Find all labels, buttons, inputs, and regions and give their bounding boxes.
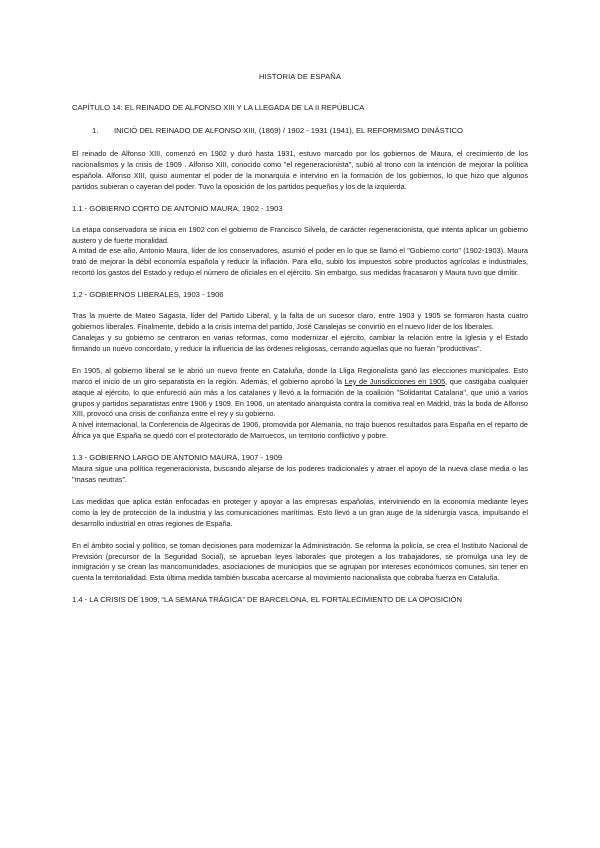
paragraph: A nivel internacional, la Conferencia de Algeciras de 1906, promovida por Alemania, no trajo buenos resultados para España en el reparto de África ya que España se quedó con el protectorado de Marruecos, un territorio conflictivo y pobre.	[72, 420, 528, 441]
document-title: HISTORIA DE ESPAÑA	[258, 72, 342, 81]
paragraph: A mitad de ese año, Antonio Maura, líder de los conservadores, asumió el poder en lo que se llamó el "Gobierno corto" (1902-1903). Maura trató de mejorar la débil economía española y reducir la inflación. Para ello, subió los impuestos sobre productos agrícolas e industriales, recortó los gastos del Estado y redujo el número de oficiales en el ejército. Sin embargo, sus medidas fracasaron y Maura tuvo que dimitir.	[72, 246, 528, 278]
intro-block	[72, 149, 528, 193]
subsection-1-1-body	[72, 225, 528, 280]
paragraph: Canalejas y su gobierno se centraron en varias reformas, como modernizar el ejército, cambiar la relación entre la Iglesia y el Estado firmando un nuevo concordato, y reducir la influencia de las órdenes religiosas, cerrando aquellas que no fueran "productivas".	[72, 332, 528, 353]
subsection-1-3-heading: 1.3 - GOBIERNO LARGO DE ANTONIO MAURA, 1907 - 1909	[72, 453, 283, 463]
paragraph: Tras la muerte de Mateo Sagasta, líder del Partido Liberal, y la falta de un sucesor claro, entre 1903 y 1905 se formaron hasta cuatro gobiernos liberales. Finalmente, debido a la crisis interna del partido, José Canalejas se convirtió en el nuevo líder de los liberales.	[72, 311, 528, 332]
subsection-1-2-heading: 1.2 - GOBIERNOS LIBERALES, 1903 - 1906	[72, 290, 224, 300]
section-number: 1.	[92, 126, 99, 135]
intro-paragraph: El reinado de Alfonso XIII, comenzó en 1902 y duró hasta 1931, estuvo marcado por los gobiernos de Maura, el crecimiento de los nacionalismos y la crisis de 1909 . Alfonso XIII, conocido como "el regeneracionista", subió al trono con la intención de mejorar la política española. Alfonso XIII, quiso aumentar el poder de la monarquía e intervino en la formación de los gobiernos, lo que hizo que algunos partidos subieran o cayeran del poder. Tuvo la oposición de los partidos pequeños y los de la izquierda.	[72, 149, 528, 191]
paragraph: Las medidas que aplica están enfocadas en proteger y apoyar a las empresas españolas, interviniendo en la economía mediante leyes como la ley de protección de la industria y las comunicaciones marítimas. Esto llevó a un gran auge de la siderurgia vasca, impulsando el desarrollo industrial en otras regiones de España.	[72, 496, 528, 528]
chapter-heading: CAPÍTULO 14: EL REINADO DE ALFONSO XIII Y LA LLEGADA DE LA II REPÚBLICA	[72, 103, 365, 112]
subsection-1-3-p3	[72, 541, 528, 585]
text-run: En 1905, al gobierno liberal se le abrió un nuevo frente en Cataluña, donde la Lliga Regionalista ganó las elecciones municipales. Esto marcó el inicio de un giro separatista en la región. Además, el gobierno aprobó la	[72, 365, 528, 386]
paragraph: Maura sigue una política regeneracionista, buscando alejarse de los poderes tradicionales y atraer el apoyo de la nueva clase media o las "masas neutras".	[72, 464, 528, 485]
subsection-1-1-heading: 1.1 - GOBIERNO CORTO DE ANTONIO MAURA, 1902 - 1903	[72, 203, 283, 213]
paragraph: La etapa conservadora se inicia en 1902 con el gobierno de Francisco Silvela, de carácter regeneracionista, que intenta aplicar un gobierno austero y de fuerte moralidad.	[72, 224, 528, 245]
paragraph: En el ámbito social y político, se toman decisiones para modernizar la Administración. Se reforma la policía, se crea el Instituto Nacional de Previsión (precursor de la Seguridad Social), se aprueban leyes laborales que protegen a los trabajadores, se promulga una ley de inmigración y se crean las mancomunidades, asociaciones de municipios que se agrupan por intereses económicos comunes, sin tener en cuenta la territorialidad. Esta última medida también buscaba acercarse al movimiento nacionalista que cobraba fuerza en Cataluña.	[72, 540, 528, 583]
subsection-1-3-p1	[72, 464, 528, 486]
section-heading	[72, 126, 528, 135]
subsection-1-4-heading: 1.4 - LA CRISIS DE 1909, “LA SEMANA TRÁGICA” DE BARCELONA, EL FORTALECIMIENTO DE LA OPOSICIÓN	[72, 595, 462, 605]
subsection-1-2-body-a	[72, 311, 528, 355]
section-title: INICIÓ DEL REINADO DE ALFONSO XIII, (1869) / 1902 - 1931 (1941), EL REFORMISMO DINÁSTICO	[114, 126, 463, 135]
document-page	[72, 72, 528, 616]
text-run: , que castigaba cualquier ataque al ejército, lo que enfureció aún más a los catalanes y llevó a la formación de la coalición "Solidaritat Catalana", que unió a varios grupos y partidos separatistas entre 1906 y 1909. En 1906, un atentado anarquista contra la comitiva real en Madrid, tras la boda de Alfonso XIII, provocó una crisis de confianza entre el rey y su gobierno.	[72, 376, 528, 419]
subsection-1-3-p2	[72, 497, 528, 530]
subsection-1-2-body-b	[72, 366, 528, 442]
law-reference: Ley de Jurisdicciones en 1905	[344, 376, 446, 386]
paragraph	[72, 366, 528, 421]
